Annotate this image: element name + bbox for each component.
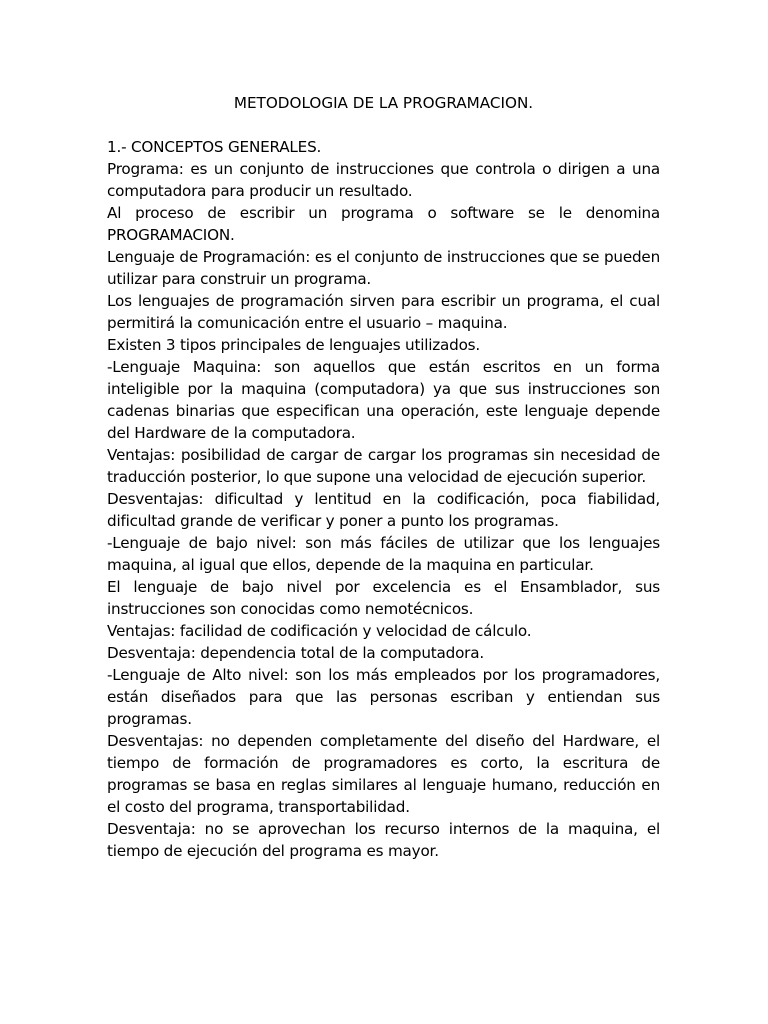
paragraph-alto-nivel: -Lenguaje de Alto nivel: son los más empleados por los programadores, están diseñados para que las personas escriban y entiendan sus programas. (107, 666, 660, 728)
paragraph-ensamblador: El lenguaje de bajo nivel por excelencia es el Ensamblador, sus instrucciones son conocidas como nemotécnicos. (107, 578, 660, 618)
section-heading: 1.- CONCEPTOS GENERALES. (107, 138, 322, 156)
paragraph-desventajas-maquina: Desventajas: dificultad y lentitud en la codificación, poca fiabilidad, dificultad grande de verificar y poner a punto los programas. (107, 490, 660, 530)
paragraph-programa: Programa: es un conjunto de instrucciones que controla o dirigen a una computadora para producir un resultado. (107, 160, 660, 200)
paragraph-lenguaje-maquina: -Lenguaje Maquina: son aquellos que están escritos en un forma inteligible por la maquina (computadora) ya que sus instrucciones son cadenas binarias que especifican una operación, este lenguaje depende del Hardware de la computadora. (107, 358, 660, 442)
paragraph-ventajas-maquina: Ventajas: posibilidad de cargar de cargar los programas sin necesidad de traducción posterior, lo que supone una velocidad de ejecución superior. (107, 446, 660, 486)
paragraph-desventaja-alto-nivel: Desventaja: no se aprovechan los recurso internos de la maquina, el tiempo de ejecución del programa es mayor. (107, 820, 660, 860)
paragraph-lenguaje-programacion: Lenguaje de Programación: es el conjunto de instrucciones que se pueden utilizar para construir un programa. (107, 248, 660, 288)
paragraph-lenguajes-sirven: Los lenguajes de programación sirven para escribir un programa, el cual permitirá la comunicación entre el usuario – maquina. (107, 292, 660, 332)
paragraph-bajo-nivel: -Lenguaje de bajo nivel: son más fáciles de utilizar que los lenguajes maquina, al igual que ellos, depende de la maquina en particular. (107, 534, 660, 574)
paragraph-desventajas-alto-nivel: Desventajas: no dependen completamente del diseño del Hardware, el tiempo de formación de programadores es corto, la escritura de programas se basa en reglas similares al lenguaje humano, reducción en el costo del programa, transportabilidad. (107, 732, 660, 816)
document-body (107, 136, 660, 862)
paragraph-ventajas-bajo-nivel: Ventajas: facilidad de codificación y velocidad de cálculo. (107, 622, 532, 640)
document-title: METODOLOGIA DE LA PROGRAMACION. (233, 94, 534, 112)
paragraph-proceso: Al proceso de escribir un programa o software se le denomina PROGRAMACION. (107, 204, 660, 244)
paragraph-tipos: Existen 3 tipos principales de lenguajes utilizados. (107, 336, 481, 354)
paragraph-desventaja-bajo-nivel: Desventaja: dependencia total de la computadora. (107, 644, 484, 662)
